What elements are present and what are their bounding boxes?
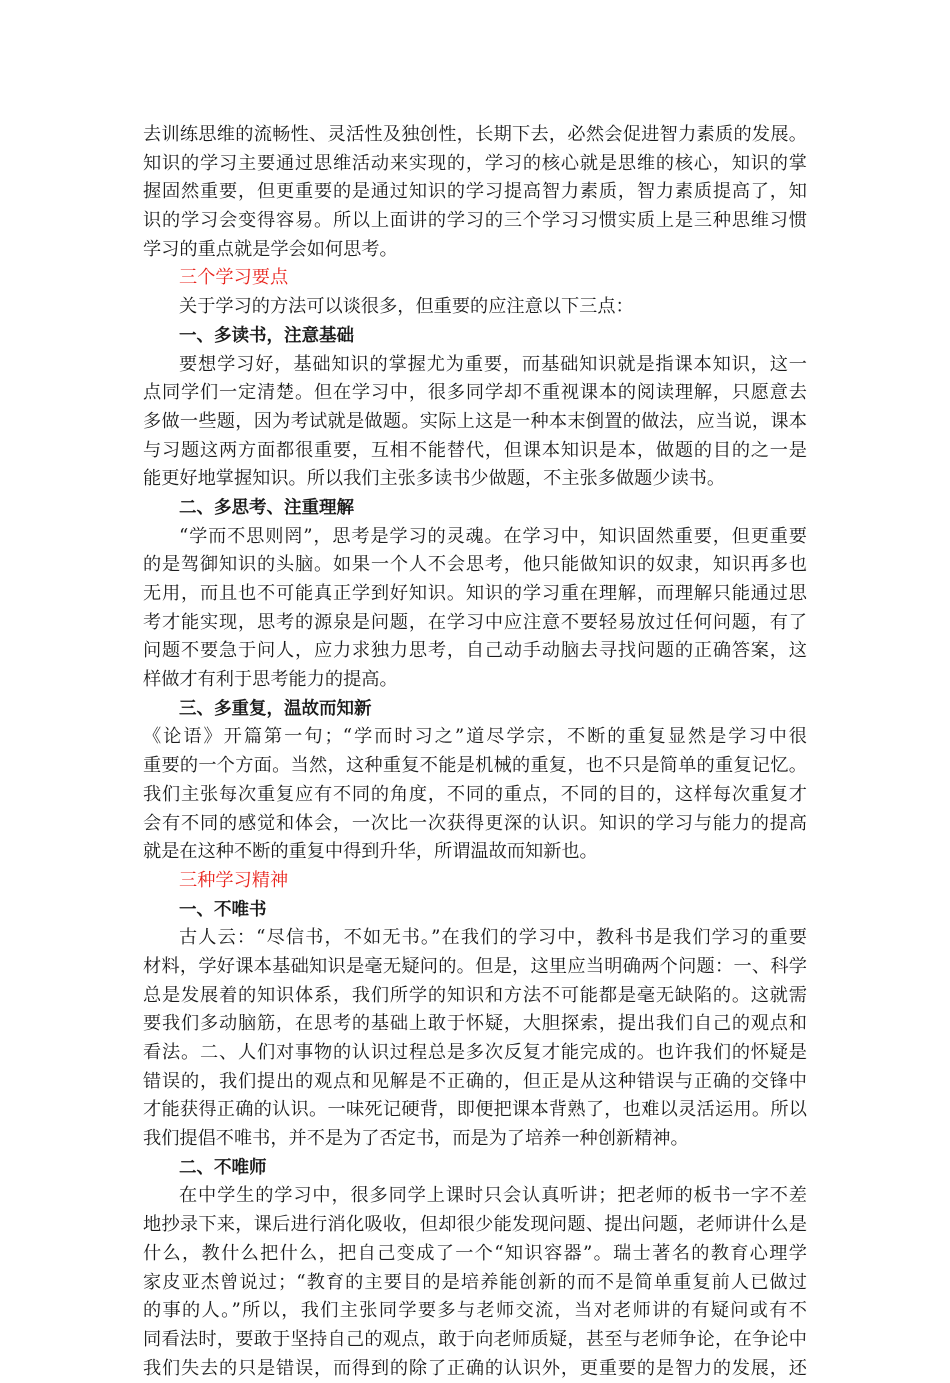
text-line: 知识的学习主要通过思维活动来实现的，学习的核心就是思维的核心，知识的掌: [143, 152, 807, 174]
text-line: 与习题这两方面都很重要，互相不能替代，但课本知识是本，做题的目的之一是: [143, 439, 807, 461]
text-line: 重要的一个方面。当然，这种重复不能是机械的重复，也不只是简单的重复记忆。: [143, 755, 807, 777]
section-heading: 三个学习要点: [179, 267, 289, 289]
text-line: 同看法时，要敢于坚持自己的观点，敢于向老师质疑，甚至与老师争论，在争论中: [143, 1328, 807, 1350]
text-line: 在中学生的学习中，很多同学上课时只会认真听讲；把老师的板书一字不差: [179, 1185, 807, 1207]
text-line: 问题不要急于问人，应力求独力思考，自己动手动脑去寻找问题的正确答案，这: [143, 640, 807, 662]
paragraph: [143, 293, 807, 322]
text-line: 要我们多动脑筋，在思考的基础上敢于怀疑，大胆探索，提出我们自己的观点和: [143, 1013, 807, 1035]
subheading: 一、多读书，注意基础: [179, 325, 354, 346]
text-line: 地抄录下来，课后进行消化吸收，但却很少能发现问题、提出问题，老师讲什么是: [143, 1214, 807, 1236]
text-line: 样做才有利于思考能力的提高。: [143, 669, 398, 691]
subheading: 一、不唯书: [179, 899, 267, 920]
paragraph: [143, 121, 807, 264]
text-line: 古人云：“尽信书，不如无书。”在我们的学习中，教科书是我们学习的重要: [179, 927, 807, 949]
text-line: 识的学习会变得容易。所以上面讲的学习的三个学习习惯实质上是三种思维习惯: [143, 210, 807, 232]
text-line: 我们失去的只是错误，而得到的除了正确的认识外，更重要的是智力的发展，还: [143, 1357, 807, 1379]
paragraph: [143, 351, 807, 494]
text-line: 的事的人。”所以，我们主张同学要多与老师交流，当对老师讲的有疑问或有不: [143, 1300, 807, 1322]
text-line: “学而不思则罔”，思考是学习的灵魂。在学习中，知识固然重要，但更重要: [179, 525, 807, 547]
text-line: 多做一些题，因为考试就是做题。实际上这是一种本末倒置的做法，应当说，课本: [143, 410, 807, 432]
text-line: 就是在这种不断的重复中得到升华，所谓温故而知新也。: [143, 841, 598, 863]
section-heading: 三种学习精神: [179, 869, 289, 891]
text-line: 会有不同的感觉和体会，一次比一次获得更深的认识。知识的学习与能力的提高: [143, 812, 807, 834]
text-line: 要想学习好，基础知识的掌握尤为重要，而基础知识就是指课本知识，这一: [179, 353, 807, 375]
text-line: 总是发展着的知识体系，我们所学的知识和方法不可能都是毫无缺陷的。这就需: [143, 984, 807, 1006]
text-line: 《论语》开篇第一句；“学而时习之”道尽学宗，不断的重复显然是学习中很: [143, 726, 807, 748]
subheading: 二、不唯师: [179, 1157, 267, 1178]
text-line: 错误的，我们提出的观点和见解是不正确的，但正是从这种错误与正确的交锋中: [143, 1070, 807, 1092]
text-line: 学习的重点就是学会如何思考。: [143, 238, 398, 260]
text-line: 的是驾御知识的头脑。如果一个人不会思考，他只能做知识的奴隶，知识再多也: [143, 554, 807, 576]
paragraph: [143, 523, 807, 695]
paragraph: [143, 924, 807, 1154]
subheading: 二、多思考、注重理解: [179, 497, 354, 518]
text-line: 无用，而且也不可能真正学到好知识。知识的学习重在理解，而理解只能通过思: [143, 583, 807, 604]
text-line: 我们提倡不唯书，并不是为了否定书，而是为了培养一种创新精神。: [143, 1128, 689, 1150]
text-line: 才能获得正确的认识。一味死记硬背，即便把课本背熟了，也难以灵活运用。所以: [143, 1099, 807, 1121]
text-line: 能更好地掌握知识。所以我们主张多读书少做题，不主张多做题少读书。: [143, 468, 726, 490]
paragraph: [143, 1182, 807, 1383]
text-line: 考才能实现，思考的源泉是问题，在学习中应注意不要轻易放过任何问题，有了: [143, 611, 807, 633]
text-line: 什么，教什么把什么，把自己变成了一个“知识容器”。瑞士著名的教育心理学: [143, 1242, 807, 1264]
text-line: 看法。二、人们对事物的认识过程总是多次反复才能完成的。也许我们的怀疑是: [143, 1042, 807, 1063]
text-line: 点同学们一定清楚。但在学习中，很多同学却不重视课本的阅读理解，只愿意去: [143, 382, 807, 404]
text-line: 家皮亚杰曾说过；“教育的主要目的是培养能创新的而不是简单重复前人已做过: [143, 1271, 807, 1293]
text-line: 我们主张每次重复应有不同的角度，不同的重点，不同的目的，这样每次重复才: [143, 783, 807, 805]
subheading: 三、多重复，温故而知新: [179, 698, 372, 719]
paragraph: [143, 723, 807, 866]
text-line: 去训练思维的流畅性、灵活性及独创性，长期下去，必然会促进智力素质的发展。: [143, 124, 807, 145]
text-line: 材料，学好课本基础知识是毫无疑问的。但是，这里应当明确两个问题：一、科学: [143, 955, 807, 977]
text-line: 握固然重要，但更重要的是通过知识的学习提高智力素质，智力素质提高了，知: [143, 181, 807, 203]
document-page: [143, 121, 807, 1383]
text-line: 关于学习的方法可以谈很多，但重要的应注意以下三点：: [179, 296, 634, 318]
